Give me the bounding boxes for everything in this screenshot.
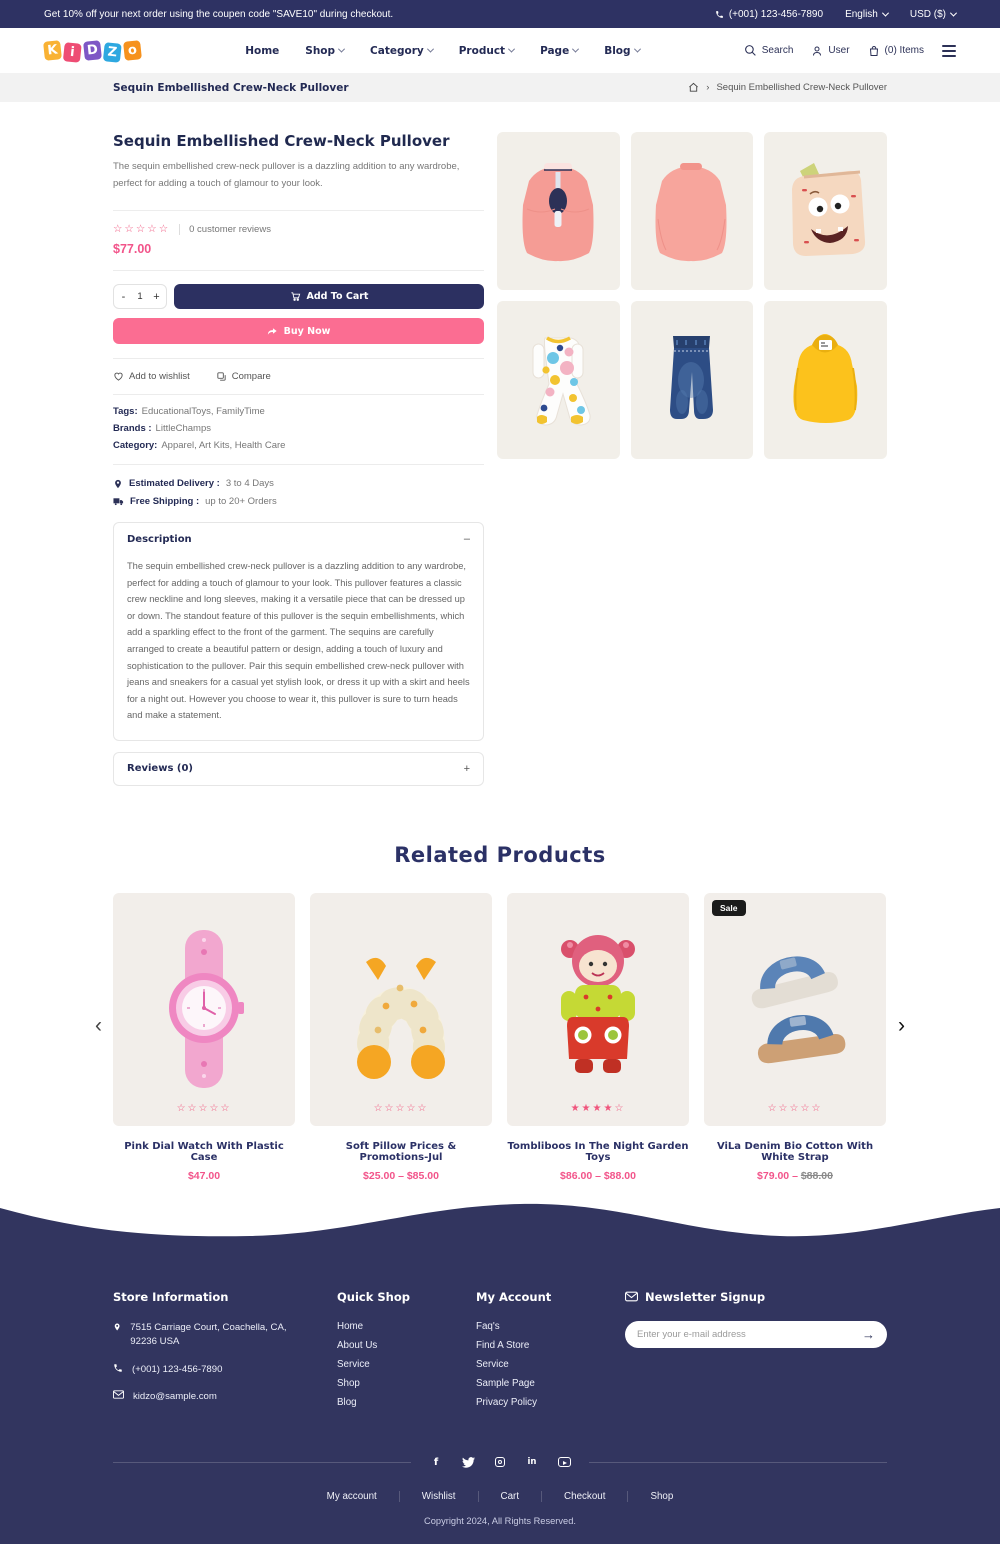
garden-toy-doll-image <box>523 919 673 1099</box>
footer-link-sample-page[interactable]: Sample Page <box>476 1377 535 1389</box>
store-email-text: kidzo@sample.com <box>133 1390 217 1402</box>
footer-link-about-us[interactable]: About Us <box>337 1339 378 1351</box>
breadcrumb-current: Sequin Embellished Crew-Neck Pullover <box>716 82 887 93</box>
related-product-card[interactable] <box>704 893 886 1182</box>
chevron-down-icon <box>882 9 889 16</box>
estimated-delivery <box>113 478 484 489</box>
footer-link-find-a-store[interactable]: Find A Store <box>476 1339 530 1351</box>
related-product-image <box>113 893 295 1126</box>
star-icon: ★ <box>603 1102 615 1114</box>
nav-label: Shop <box>305 44 336 57</box>
instagram-icon[interactable] <box>493 1455 507 1469</box>
logo-letter: D <box>83 40 102 61</box>
product-category <box>113 440 484 451</box>
reviews-accordion-header[interactable] <box>114 753 483 785</box>
reviews-count[interactable]: 0 customer reviews <box>179 224 271 235</box>
product-title: Sequin Embellished Crew-Neck Pullover <box>113 132 450 150</box>
tags-label: Tags: <box>113 406 138 418</box>
star-icon: ☆ <box>187 1102 199 1114</box>
star-icon: ☆ <box>158 223 171 236</box>
nav-home[interactable] <box>245 45 279 57</box>
related-product-name[interactable]: Tombliboos In The Night Garden Toys <box>507 1140 689 1163</box>
language-value: English <box>845 8 878 20</box>
breadcrumb-bar <box>0 73 1000 102</box>
star-icon: ☆ <box>778 1102 790 1114</box>
linkedin-icon[interactable]: in <box>527 1457 537 1468</box>
copyright-text: Copyright 2024, All Rights Reserved. <box>424 1516 576 1527</box>
add-to-wishlist-button[interactable] <box>113 371 190 382</box>
related-product-price <box>113 1170 295 1182</box>
newsletter-heading <box>625 1290 887 1304</box>
related-product-image <box>310 893 492 1126</box>
carousel-prev-button[interactable]: ‹ <box>95 1013 102 1037</box>
chevron-down-icon <box>427 46 434 53</box>
user-icon <box>811 45 823 57</box>
description-accordion <box>113 522 484 740</box>
mail-icon <box>625 1291 638 1302</box>
star-icon: ☆ <box>373 1102 385 1114</box>
related-product-card[interactable] <box>113 893 295 1182</box>
logo-letter: K <box>43 40 62 61</box>
star-icon: ☆ <box>767 1102 779 1114</box>
cart-button[interactable] <box>868 45 924 57</box>
related-product-price <box>507 1170 689 1182</box>
star-icon: ☆ <box>176 1102 188 1114</box>
gallery-image-yellow-hoodie[interactable] <box>764 301 887 459</box>
nav-label: Blog <box>604 44 631 57</box>
cart-icon <box>290 291 301 302</box>
star-icon: ☆ <box>811 1102 823 1114</box>
breadcrumb <box>688 82 887 93</box>
star-icon: ☆ <box>417 1102 429 1114</box>
location-pin-icon <box>113 1321 121 1333</box>
star-icon: ☆ <box>614 1102 626 1114</box>
twitter-icon[interactable] <box>461 1455 475 1469</box>
logo-letter: o <box>123 40 142 61</box>
star-icon: ★ <box>570 1102 582 1114</box>
cart-count-label: (0) Items <box>884 45 924 56</box>
product-tags <box>113 406 484 417</box>
nav-product[interactable] <box>459 45 514 57</box>
user-button[interactable] <box>811 45 849 57</box>
star-icon: ☆ <box>147 223 159 236</box>
related-product-name[interactable]: Soft Pillow Prices & Promotions-Jul <box>345 1140 457 1163</box>
related-product-card[interactable] <box>507 893 689 1182</box>
menu-icon[interactable] <box>942 45 956 57</box>
related-rating-stars <box>113 1098 295 1116</box>
buy-now-button[interactable] <box>113 318 484 344</box>
product-short-description: The sequin embellished crew-neck pullover is a dazzling addition to any wardrobe, perfect for adding a touch of glamour to your look. <box>113 161 460 189</box>
phone-icon <box>113 1363 123 1373</box>
compare-icon <box>216 371 227 382</box>
chevron-down-icon <box>572 46 579 53</box>
gallery-image-pullover-back[interactable] <box>631 132 754 290</box>
related-product-price <box>704 1170 886 1182</box>
breadcrumb-page-title: Sequin Embellished Crew-Neck Pullover <box>113 81 349 94</box>
heart-icon <box>113 371 124 382</box>
footer-wave-decoration <box>0 1192 1000 1250</box>
brands-label: Brands : <box>113 423 152 435</box>
store-email[interactable] <box>113 1390 303 1404</box>
related-product-name[interactable]: ViLa Denim Bio Cotton With White Strap <box>716 1140 874 1163</box>
truck-icon <box>113 496 124 507</box>
compare-button[interactable] <box>216 371 271 382</box>
collapse-icon: – <box>463 533 470 546</box>
home-icon[interactable] <box>688 82 699 93</box>
add-to-cart-button[interactable] <box>174 284 484 309</box>
star-icon: ★ <box>581 1102 593 1114</box>
product-price: $77.00 <box>113 242 152 257</box>
search-icon <box>744 44 757 57</box>
related-products-section <box>0 843 1000 1182</box>
nav-label: Home <box>245 44 280 57</box>
nav-label: Product <box>458 44 506 57</box>
pink-watch-image <box>149 922 259 1097</box>
bag-icon <box>868 45 880 57</box>
store-phone[interactable] <box>113 1363 303 1377</box>
related-product-image <box>704 893 886 1126</box>
price-current: $79.00 <box>757 1169 790 1182</box>
product-rating-stars <box>113 223 170 235</box>
star-icon: ☆ <box>220 1102 232 1114</box>
gallery-image-character-pouch[interactable] <box>764 132 887 290</box>
price-old: $88.00 <box>800 1169 833 1182</box>
quantity-minus-button[interactable]: - <box>114 291 133 303</box>
price-separator: – <box>792 1169 798 1182</box>
footer-link-blog[interactable]: Blog <box>337 1396 357 1408</box>
related-rating-stars <box>310 1098 492 1116</box>
star-icon: ☆ <box>124 223 136 236</box>
nav-label: Page <box>540 44 570 57</box>
main-nav <box>141 45 744 57</box>
related-rating-stars <box>507 1098 689 1116</box>
quantity-stepper <box>113 284 167 309</box>
nav-label: Category <box>370 44 424 57</box>
chevron-down-icon <box>338 46 345 53</box>
search-button[interactable] <box>744 44 794 57</box>
description-accordion-header[interactable] <box>114 523 483 555</box>
promo-text: Get 10% off your next order using the coupen code "SAVE10" during checkout. <box>44 8 394 20</box>
star-icon: ☆ <box>198 1102 210 1114</box>
star-icon: ☆ <box>800 1102 812 1114</box>
bottom-link-cart[interactable]: Cart <box>478 1491 542 1502</box>
related-product-name[interactable]: Pink Dial Watch With Plastic Case <box>124 1140 284 1163</box>
facebook-icon[interactable]: f <box>433 1456 439 1468</box>
kidzo-logo[interactable] <box>44 41 141 60</box>
price-current: $25.00 – $85.00 <box>363 1169 439 1182</box>
store-address <box>113 1321 303 1350</box>
star-icon: ☆ <box>135 223 148 236</box>
delivery-value: 3 to 4 Days <box>225 478 274 490</box>
quick-shop-heading: Quick Shop <box>337 1289 410 1304</box>
nav-category[interactable] <box>370 45 433 57</box>
star-icon: ☆ <box>395 1102 407 1114</box>
neck-pillow-image <box>326 922 476 1097</box>
sale-badge: Sale <box>712 900 746 916</box>
description-body: The sequin embellished crew-neck pullover is a dazzling addition to any wardrobe, perfect for adding a touch of glamour to your look. This pullover features a classic crew neckline and long sleeves, making it a versatile piece that can be dressed up or down. The standout feature of this pullover is the sequin embellishments, which add a sparkling effect to the front of the garment. The sequins are carefully arranged to create a beautiful pattern or design, adding a touch of luxury and sophistication to the pullover. Pair this sequin embellished crew-neck pullover with jeans and sneakers for a casual yet stylish look, or dress it up with a skirt and heels for a night out. However you choose to wear it, this pullover is sure to turn heads and make a statement. <box>127 561 470 721</box>
buy-now-arrow-icon <box>267 326 278 337</box>
star-icon: ☆ <box>789 1102 801 1114</box>
footer-link-service[interactable]: Service <box>337 1358 370 1370</box>
buy-now-label: Buy Now <box>283 325 331 337</box>
currency-selector[interactable] <box>910 9 956 20</box>
store-address-text: 7515 Carriage Court, Coachella, CA, 92236 USA <box>130 1321 287 1348</box>
footer-bottom-links <box>113 1491 887 1502</box>
compare-label: Compare <box>231 371 271 383</box>
phone-icon <box>715 10 724 19</box>
chevron-down-icon <box>508 46 515 53</box>
chevron-down-icon <box>950 9 957 16</box>
free-shipping <box>113 496 484 507</box>
product-gallery <box>497 132 887 797</box>
denim-sandals-image <box>720 929 870 1089</box>
footer-link-privacy-policy[interactable]: Privacy Policy <box>476 1396 537 1408</box>
tags-value[interactable]: EducationalToys, FamilyTime <box>141 406 265 418</box>
category-label: Category: <box>113 440 158 452</box>
product-brands <box>113 423 484 434</box>
phone-link[interactable] <box>715 9 823 20</box>
carousel-next-button[interactable]: › <box>898 1013 905 1037</box>
gallery-image-floral-onesie[interactable] <box>497 301 620 459</box>
currency-value: USD ($) <box>909 8 946 20</box>
star-icon: ☆ <box>384 1102 396 1114</box>
announcement-bar <box>0 0 1000 28</box>
social-links <box>113 1455 887 1469</box>
star-icon: ☆ <box>113 223 125 236</box>
youtube-icon[interactable] <box>557 1455 571 1469</box>
footer-link-home[interactable]: Home <box>337 1320 364 1332</box>
my-account-heading: My Account <box>476 1289 552 1304</box>
user-label: User <box>828 45 850 56</box>
reviews-heading: Reviews (0) <box>127 763 193 775</box>
breadcrumb-separator: › <box>706 82 710 93</box>
related-products-heading: Related Products <box>394 842 606 867</box>
store-phone-text: (+001) 123-456-7890 <box>132 1363 223 1375</box>
brands-value[interactable]: LittleChamps <box>155 423 211 435</box>
phone-number: (+001) 123-456-7890 <box>728 8 824 20</box>
logo-letter: i <box>63 42 82 63</box>
newsletter-form <box>625 1321 887 1348</box>
category-value[interactable]: Apparel, Art Kits, Health Care <box>161 440 286 452</box>
search-label: Search <box>761 45 794 56</box>
shipping-label: Free Shipping : <box>130 496 200 508</box>
newsletter-email-input[interactable] <box>637 1329 862 1340</box>
nav-shop[interactable] <box>305 45 344 57</box>
star-icon: ☆ <box>406 1102 418 1114</box>
store-information-heading: Store Information <box>113 1289 229 1304</box>
expand-icon: + <box>463 762 470 775</box>
mail-icon <box>113 1390 124 1399</box>
quantity-input[interactable] <box>133 291 147 302</box>
star-icon: ☆ <box>209 1102 221 1114</box>
location-pin-icon <box>113 479 123 489</box>
related-product-card[interactable] <box>310 893 492 1182</box>
logo-letter: Z <box>103 42 122 63</box>
quantity-plus-button[interactable]: + <box>147 291 166 303</box>
reviews-accordion <box>113 752 484 786</box>
gallery-image-pullover-front[interactable] <box>497 132 620 290</box>
bottom-link-shop[interactable]: Shop <box>627 1491 695 1502</box>
related-product-image <box>507 893 689 1126</box>
chevron-down-icon <box>634 46 641 53</box>
footer-link-shop[interactable]: Shop <box>337 1377 360 1389</box>
related-rating-stars <box>704 1098 886 1116</box>
site-footer <box>0 1192 1000 1544</box>
related-product-price <box>310 1170 492 1182</box>
bottom-link-my-account[interactable]: My account <box>326 1491 377 1503</box>
description-heading: Description <box>127 533 192 545</box>
bottom-link-wishlist[interactable]: Wishlist <box>399 1491 478 1502</box>
shipping-value: up to 20+ Orders <box>205 496 277 508</box>
language-selector[interactable] <box>845 9 888 20</box>
delivery-label: Estimated Delivery : <box>129 478 220 490</box>
footer-link-faqs[interactable]: Faq's <box>476 1320 500 1332</box>
site-header <box>0 28 1000 73</box>
add-to-cart-label: Add To Cart <box>306 291 369 303</box>
gallery-image-denim-jeans[interactable] <box>631 301 754 459</box>
newsletter-submit-button[interactable]: → <box>862 1326 875 1342</box>
price-current: $86.00 – $88.00 <box>560 1169 636 1182</box>
price-current: $47.00 <box>187 1169 221 1182</box>
bottom-link-checkout[interactable]: Checkout <box>541 1491 627 1502</box>
newsletter-heading-text: Newsletter Signup <box>645 1289 766 1304</box>
star-icon: ★ <box>592 1102 604 1114</box>
nav-blog[interactable] <box>604 45 639 57</box>
nav-page[interactable] <box>540 45 578 57</box>
wishlist-label: Add to wishlist <box>129 371 190 383</box>
footer-link-service[interactable]: Service <box>476 1358 509 1370</box>
